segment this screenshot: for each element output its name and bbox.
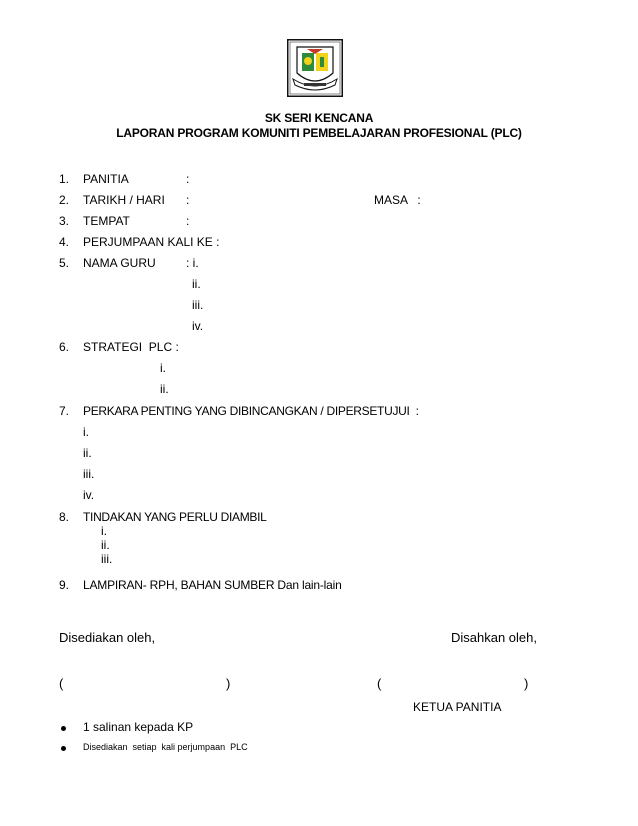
signature-open-paren: ( xyxy=(377,676,382,691)
report-title: LAPORAN PROGRAM KOMUNITI PEMBELAJARAN PROFESIONAL (PLC) xyxy=(116,126,522,140)
colon: : xyxy=(186,172,190,186)
guru-entry-4: iv. xyxy=(192,319,204,333)
tempat-label: TEMPAT xyxy=(83,214,130,228)
signature-open-paren: ( xyxy=(59,676,64,691)
bullet-icon xyxy=(61,726,66,731)
approved-by-label: Disahkan oleh, xyxy=(451,630,537,645)
masa-label: MASA : xyxy=(374,193,421,207)
tindakan-label: TINDAKAN YANG PERLU DIAMBIL xyxy=(83,510,267,524)
item-number: 3. xyxy=(59,214,70,228)
item-number: 8. xyxy=(59,510,70,524)
school-name: SK SERI KENCANA xyxy=(264,111,374,125)
perkara-entry-1: i. xyxy=(83,425,89,439)
item-number: 2. xyxy=(59,193,70,207)
item-number: 4. xyxy=(59,235,70,249)
nama-guru-label: NAMA GURU xyxy=(83,256,156,270)
tindakan-entry-3: iii. xyxy=(101,552,113,566)
guru-entry-3: iii. xyxy=(192,298,204,312)
perkara-entry-2: ii. xyxy=(83,446,92,460)
panitia-label: PANITIA xyxy=(83,172,129,186)
tindakan-entry-1: i. xyxy=(101,524,107,538)
strategi-label: STRATEGI PLC : xyxy=(83,340,179,354)
item-number: 7. xyxy=(59,404,70,418)
lampiran-label: LAMPIRAN- RPH, BAHAN SUMBER Dan lain-lain xyxy=(83,578,342,592)
item-number: 1. xyxy=(59,172,70,186)
note-prepared-each-meeting: Disediakan setiap kali perjumpaan PLC xyxy=(83,742,248,752)
colon: : xyxy=(186,193,190,207)
perjumpaan-label: PERJUMPAAN KALI KE : xyxy=(83,235,220,249)
bullet-icon xyxy=(61,746,66,751)
strategi-entry-2: ii. xyxy=(160,382,169,396)
signature-close-paren: ) xyxy=(524,676,529,691)
tindakan-entry-2: ii. xyxy=(101,538,110,552)
perkara-entry-3: iii. xyxy=(83,467,95,481)
tarikh-label: TARIKH / HARI xyxy=(83,193,165,207)
prepared-by-label: Disediakan oleh, xyxy=(59,630,156,645)
guru-entry-2: ii. xyxy=(192,277,201,291)
strategi-entry-1: i. xyxy=(160,361,166,375)
ketua-panitia-label: KETUA PANITIA xyxy=(413,700,502,714)
item-number: 6. xyxy=(59,340,70,354)
signature-close-paren: ) xyxy=(226,676,231,691)
perkara-label: PERKARA PENTING YANG DIBINCANGKAN / DIPERSETUJUI : xyxy=(83,404,419,418)
item-number: 5. xyxy=(59,256,70,270)
item-number: 9. xyxy=(59,578,70,592)
perkara-entry-4: iv. xyxy=(83,488,95,502)
colon: : xyxy=(186,214,190,228)
guru-entry-1: : i. xyxy=(186,256,199,270)
note-copy-kp: 1 salinan kepada KP xyxy=(83,720,194,734)
school-crest-logo xyxy=(287,39,343,97)
